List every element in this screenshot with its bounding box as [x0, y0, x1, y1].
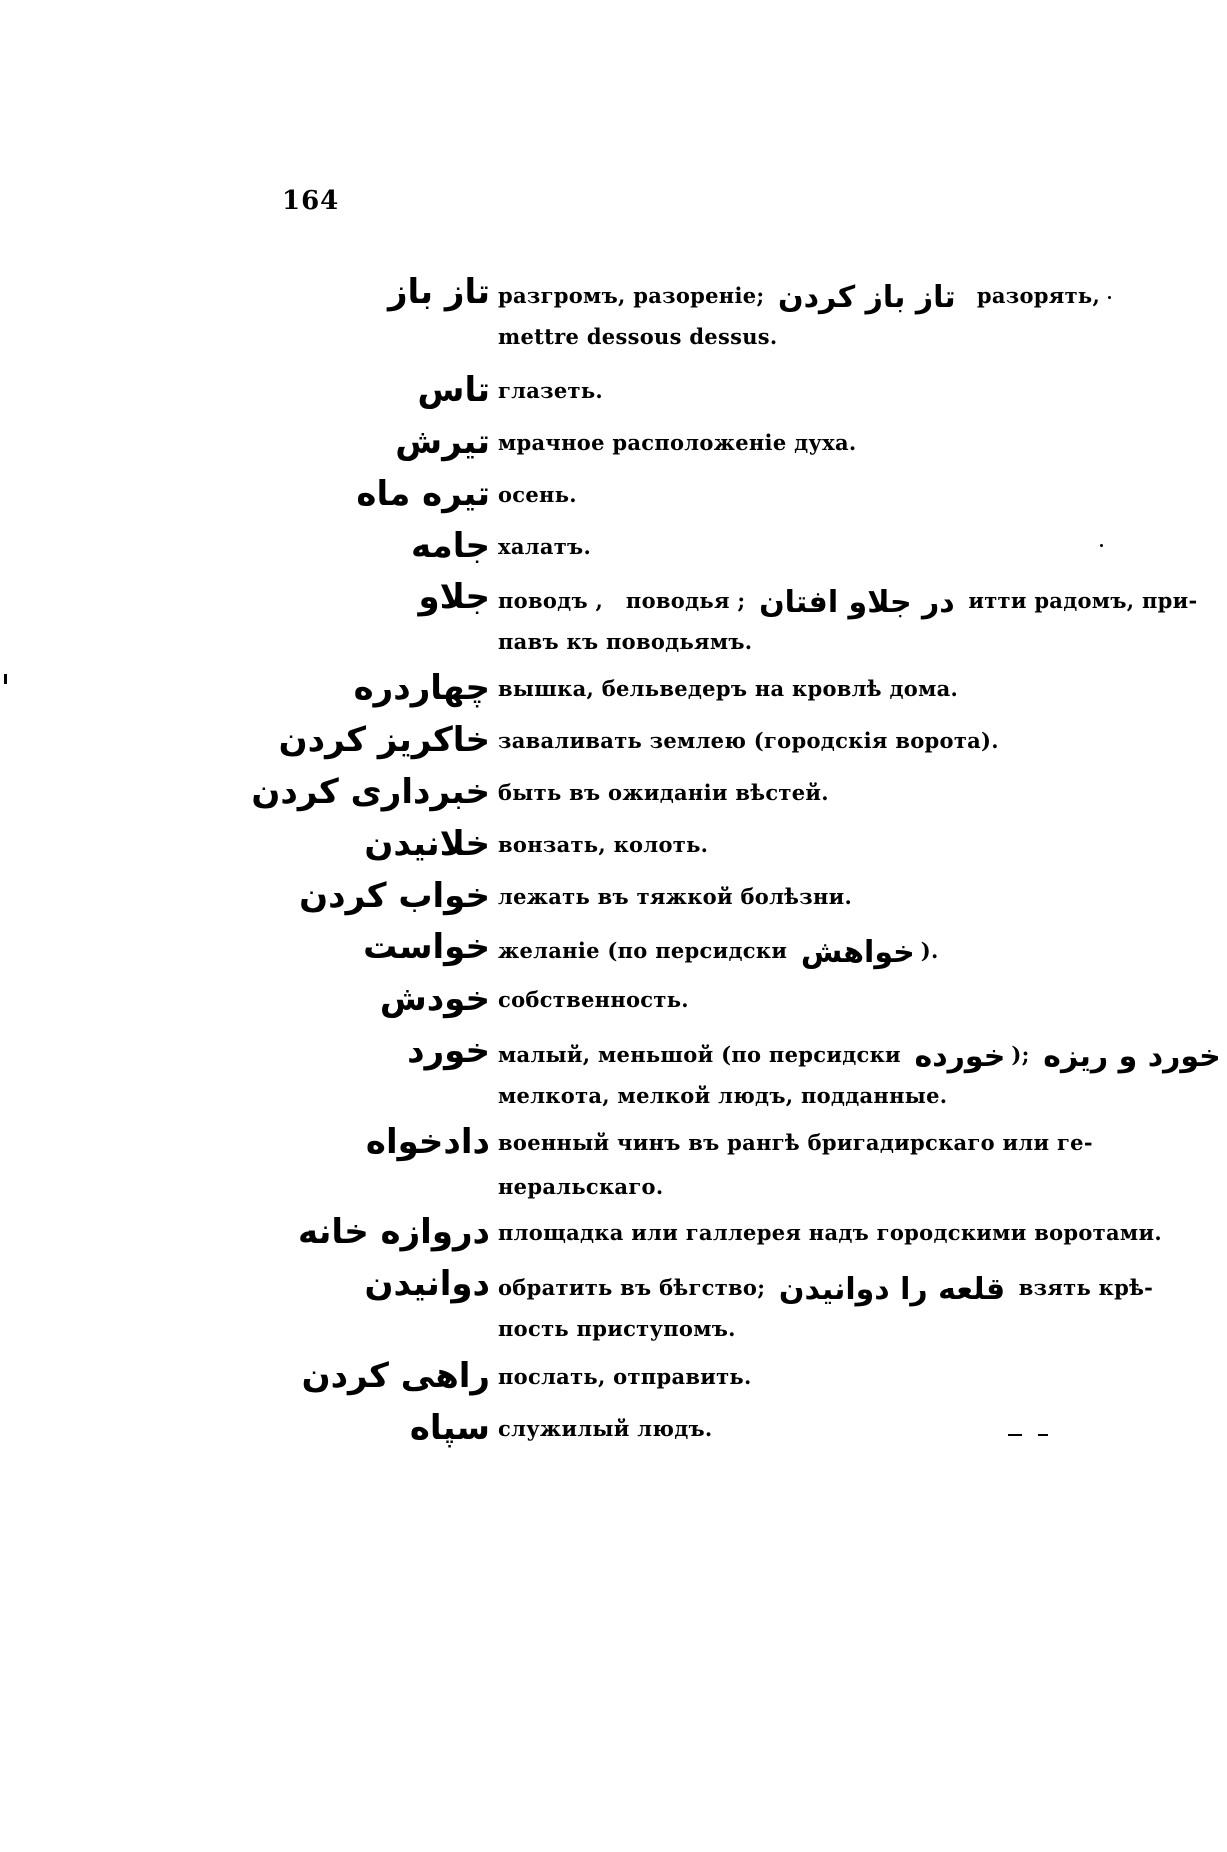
definition-text: собственность. [498, 987, 689, 1012]
headword: دوانیدن [364, 1264, 490, 1304]
definition-text: пость приступомъ. [498, 1316, 736, 1341]
headword: راهی کردن [301, 1356, 490, 1396]
definition-line [498, 1364, 752, 1389]
definition-line [498, 585, 1198, 620]
print-speck [1108, 296, 1111, 299]
headword: دادخواه [365, 1122, 490, 1162]
headword: تیره ماه [356, 474, 490, 514]
headword: تیرش [395, 422, 490, 462]
definition-line [498, 676, 958, 701]
arabic-phrase: خورد و ریزه [1043, 1039, 1221, 1074]
print-speck [1038, 1434, 1048, 1436]
headword: تاز باز [387, 272, 490, 312]
headword: چهاردره [353, 668, 490, 708]
definition-text: лежать въ тяжкой болѣзни. [498, 884, 853, 909]
arabic-phrase: خواهش [800, 935, 915, 970]
definition-text: вонзать, колоть. [498, 832, 709, 857]
arabic-phrase: خورده [914, 1039, 1006, 1074]
definition-continuation [498, 629, 752, 654]
definition-line [498, 1416, 713, 1441]
definition-text: малый, меньшой (по персидски [498, 1042, 909, 1067]
definition-line [498, 1272, 1153, 1307]
definition-text: площадка или галлерея надъ городскими воротами. [498, 1220, 1162, 1245]
definition-line [498, 780, 829, 805]
definition-text: халатъ. [498, 534, 592, 559]
definition-line [498, 1039, 1227, 1074]
definition-line [498, 987, 689, 1012]
headword: خلانیدن [364, 824, 490, 864]
definition-text: служилый людъ. [498, 1416, 713, 1441]
definition-text: мрачное расположеніе духа. [498, 430, 857, 455]
headword: خودش [379, 979, 490, 1019]
definition-text: поводъ , поводья ; [498, 588, 754, 613]
definition-line [498, 482, 577, 507]
definition-text: послать, отправить. [498, 1364, 752, 1389]
headword: سپاه [409, 1408, 490, 1448]
definition-text: глазеть. [498, 378, 604, 403]
definition-line [498, 430, 856, 455]
definition-line [498, 280, 1100, 315]
print-speck [4, 674, 7, 684]
definition-line [498, 534, 591, 559]
definition-line [498, 378, 603, 403]
headword: تاس [417, 370, 490, 410]
arabic-phrase: تاز باز کردن [778, 280, 956, 315]
headword: جلاو [418, 577, 490, 617]
arabic-phrase: قلعه را دوانیدن [778, 1272, 1006, 1307]
print-speck [1100, 544, 1103, 547]
definition-text: быть въ ожиданіи вѣстей. [498, 780, 829, 805]
headword: خواب کردن [299, 876, 490, 916]
definition-text: военный чинъ въ рангѣ бригадирскаго или ге- [498, 1130, 1093, 1155]
definition-continuation [498, 1316, 736, 1341]
definition-text: разорять, [961, 283, 1101, 308]
definition-line [498, 1130, 1093, 1155]
definition-line [498, 728, 999, 753]
print-speck [1008, 1434, 1022, 1436]
definition-text: неральскаго. [498, 1174, 664, 1199]
definition-text: взять крѣ- [1011, 1275, 1154, 1300]
headword: خاکریز کردن [278, 720, 490, 760]
definition-text: итти радомъ, при- [960, 588, 1198, 613]
definition-continuation [498, 324, 778, 349]
definition-line [498, 1220, 1162, 1245]
headword: خورد [407, 1031, 490, 1071]
headword: دروازه خانه [298, 1212, 490, 1252]
definition-text: осень. [498, 482, 577, 507]
definition-continuation [498, 1174, 663, 1199]
definition-continuation [498, 1083, 947, 1108]
definition-text: павъ къ поводьямъ. [498, 629, 753, 654]
headword: خواست [363, 927, 490, 967]
definition-text: заваливать землею (городскія ворота). [498, 728, 999, 753]
definition-text: вышка, бельведеръ на кровлѣ дома. [498, 676, 959, 701]
definition-text: разгромъ, разореніе; [498, 283, 773, 308]
arabic-phrase: در جلاو افتان [759, 585, 955, 620]
definition-text: обратить въ бѣгство; [498, 1275, 773, 1300]
definition-text: mettre dessous dessus. [498, 324, 778, 349]
definition-text: ); [1011, 1042, 1038, 1067]
definition-line [498, 935, 939, 970]
definition-text: ). [920, 938, 939, 963]
definition-line [498, 884, 852, 909]
definition-line [498, 832, 708, 857]
page-number: 164 [282, 186, 340, 216]
definition-text: желаніе (по персидски [498, 938, 795, 963]
headword: جامه [411, 526, 490, 566]
headword: خبرداری کردن [251, 772, 490, 812]
definition-text: мелкота, мелкой людъ, подданные. [498, 1083, 948, 1108]
